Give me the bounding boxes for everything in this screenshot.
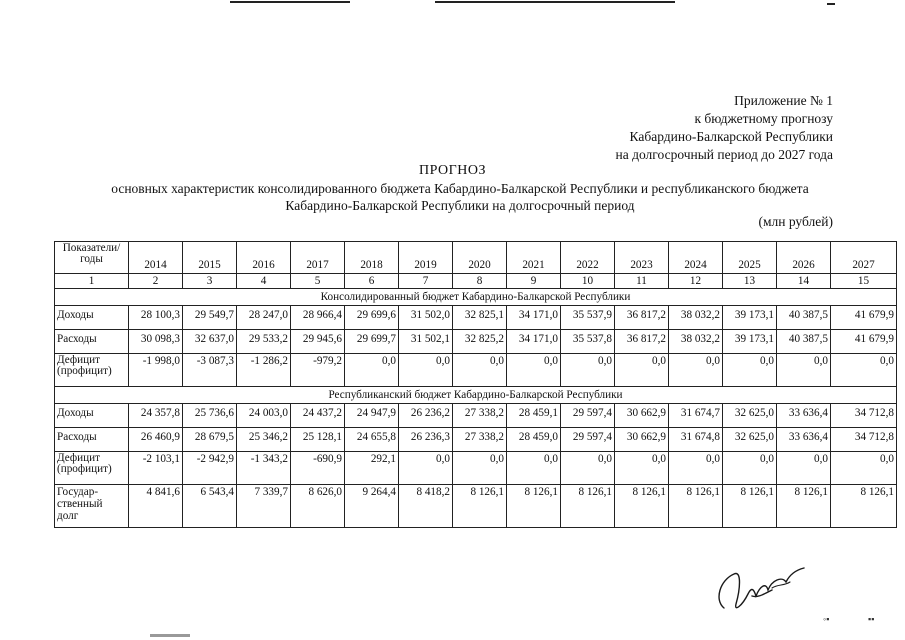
value-cell: 25 736,6 [183,404,237,428]
value-cell: 36 817,2 [615,330,669,354]
appendix-line: Кабардино-Балкарской Республики [629,129,833,144]
value-cell: 8 126,1 [723,485,777,528]
value-cell: 26 236,2 [399,404,453,428]
value-cell: 31 502,0 [399,306,453,330]
appendix-line: Приложение № 1 [734,93,833,108]
row-label: Доходы [55,404,129,428]
appendix-line: к бюджетному прогнозу [694,111,833,126]
value-cell: 38 032,2 [669,306,723,330]
section-header-row [55,289,897,306]
value-cell: -1 998,0 [129,354,183,387]
value-cell: 39 173,1 [723,330,777,354]
year-header: 2018 [345,242,399,274]
value-cell: 6 543,4 [183,485,237,528]
column-number: 3 [183,274,237,289]
column-number: 12 [669,274,723,289]
column-number: 4 [237,274,291,289]
value-cell: 29 533,2 [237,330,291,354]
scan-artifact [435,1,675,3]
value-cell: 0,0 [399,452,453,485]
value-cell: 0,0 [345,354,399,387]
value-cell: 40 387,5 [777,306,831,330]
value-cell: 8 126,1 [777,485,831,528]
column-number: 11 [615,274,669,289]
value-cell: -2 103,1 [129,452,183,485]
column-number: 14 [777,274,831,289]
value-cell: 32 825,2 [453,330,507,354]
scan-artifact [827,3,835,5]
year-header: 2019 [399,242,453,274]
section-header-row [55,387,897,404]
value-cell: 0,0 [561,354,615,387]
value-cell: 29 549,7 [183,306,237,330]
year-header: 2022 [561,242,615,274]
signature-image [712,560,822,620]
value-cell: 8 626,0 [291,485,345,528]
forecast-table [54,241,897,528]
year-header: 2020 [453,242,507,274]
value-cell: 0,0 [669,354,723,387]
value-cell: -1 286,2 [237,354,291,387]
scan-mark: ◦▪ [823,614,830,624]
column-number: 2 [129,274,183,289]
document-subtitle: основных характеристик консолидированного бюджета Кабардино-Балкарской Республики и республиканского бюджета Кабардино-Балкарской Республики на долгосрочный период [111,181,809,213]
value-cell: -2 942,9 [183,452,237,485]
scan-artifact [230,1,350,3]
value-cell: 32 625,0 [723,404,777,428]
column-number: 8 [453,274,507,289]
value-cell: 41 679,9 [831,306,897,330]
value-cell: 4 841,6 [129,485,183,528]
value-cell: 0,0 [831,452,897,485]
column-number: 1 [55,274,129,289]
value-cell: 29 699,7 [345,330,399,354]
value-cell: 24 003,0 [237,404,291,428]
value-cell: 32 637,0 [183,330,237,354]
scan-artifact [150,634,190,637]
value-cell: 25 346,2 [237,428,291,452]
value-cell: 24 357,8 [129,404,183,428]
value-cell: 0,0 [453,354,507,387]
column-number: 5 [291,274,345,289]
column-number: 9 [507,274,561,289]
value-cell: 36 817,2 [615,306,669,330]
column-number: 6 [345,274,399,289]
value-cell: -3 087,3 [183,354,237,387]
value-cell: 0,0 [453,452,507,485]
value-cell: 26 236,3 [399,428,453,452]
value-cell: 34 712,8 [831,428,897,452]
table-header-row [55,242,897,274]
value-cell: 0,0 [723,354,777,387]
value-cell: 0,0 [777,452,831,485]
value-cell: 24 437,2 [291,404,345,428]
value-cell: 30 098,3 [129,330,183,354]
year-header: 2017 [291,242,345,274]
year-header: 2015 [183,242,237,274]
value-cell: 40 387,5 [777,330,831,354]
column-number: 10 [561,274,615,289]
value-cell: 29 597,4 [561,404,615,428]
value-cell: 0,0 [777,354,831,387]
value-cell: 0,0 [723,452,777,485]
value-cell: 32 625,0 [723,428,777,452]
scan-mark: ▪▪ [868,614,875,624]
table-row [55,354,897,387]
value-cell: -979,2 [291,354,345,387]
value-cell: 38 032,2 [669,330,723,354]
row-label: Дефицит (профицит) [55,354,129,387]
value-cell: 35 537,9 [561,306,615,330]
row-label: Дефицит (профицит) [55,452,129,485]
value-cell: 28 247,0 [237,306,291,330]
document-title: ПРОГНОЗ [418,163,486,178]
value-cell: 29 597,4 [561,428,615,452]
value-cell: 0,0 [615,354,669,387]
column-number: 7 [399,274,453,289]
column-number: 13 [723,274,777,289]
value-cell: 28 966,4 [291,306,345,330]
value-cell: 8 418,2 [399,485,453,528]
column-number: 15 [831,274,897,289]
value-cell: 292,1 [345,452,399,485]
value-cell: -1 343,2 [237,452,291,485]
year-header: 2016 [237,242,291,274]
value-cell: 27 338,2 [453,428,507,452]
appendix-line: на долгосрочный период до 2027 года [615,147,833,162]
year-header: 2027 [831,242,897,274]
value-cell: 29 945,6 [291,330,345,354]
value-cell: 8 126,1 [669,485,723,528]
section-title: Республиканский бюджет Кабардино-Балкарской Республики [55,387,897,404]
value-cell: 9 264,4 [345,485,399,528]
value-cell: 0,0 [507,452,561,485]
section-title: Консолидированный бюджет Кабардино-Балкарской Республики [55,289,897,306]
value-cell: -690,9 [291,452,345,485]
row-label: Государ-ственный долг [55,485,129,528]
value-cell: 29 699,6 [345,306,399,330]
value-cell: 32 825,1 [453,306,507,330]
value-cell: 31 674,7 [669,404,723,428]
value-cell: 33 636,4 [777,428,831,452]
row-label: Расходы [55,428,129,452]
appendix-note [533,92,833,164]
table-row [55,452,897,485]
value-cell: 0,0 [831,354,897,387]
value-cell: 30 662,9 [615,404,669,428]
value-cell: 31 502,1 [399,330,453,354]
year-header: 2023 [615,242,669,274]
column-number-row [55,274,897,289]
table-row [55,306,897,330]
value-cell: 0,0 [669,452,723,485]
table-row [55,428,897,452]
value-cell: 8 126,1 [615,485,669,528]
value-cell: 0,0 [399,354,453,387]
value-cell: 34 171,0 [507,306,561,330]
year-header: 2026 [777,242,831,274]
value-cell: 28 459,0 [507,428,561,452]
year-header: 2021 [507,242,561,274]
value-cell: 0,0 [561,452,615,485]
value-cell: 0,0 [507,354,561,387]
year-header: 2014 [129,242,183,274]
value-cell: 31 674,8 [669,428,723,452]
table-row [55,485,897,528]
row-label: Расходы [55,330,129,354]
value-cell: 30 662,9 [615,428,669,452]
value-cell: 8 126,1 [453,485,507,528]
value-cell: 0,0 [615,452,669,485]
value-cell: 8 126,1 [831,485,897,528]
value-cell: 34 712,8 [831,404,897,428]
value-cell: 34 171,0 [507,330,561,354]
value-cell: 39 173,1 [723,306,777,330]
value-cell: 35 537,8 [561,330,615,354]
value-cell: 28 459,1 [507,404,561,428]
value-cell: 28 679,5 [183,428,237,452]
year-header: 2025 [723,242,777,274]
table-row [55,330,897,354]
value-cell: 8 126,1 [561,485,615,528]
table-row [55,404,897,428]
value-cell: 24 947,9 [345,404,399,428]
row-label: Доходы [55,306,129,330]
value-cell: 41 679,9 [831,330,897,354]
value-cell: 27 338,2 [453,404,507,428]
value-cell: 26 460,9 [129,428,183,452]
value-cell: 28 100,3 [129,306,183,330]
value-cell: 24 655,8 [345,428,399,452]
value-cell: 8 126,1 [507,485,561,528]
value-cell: 33 636,4 [777,404,831,428]
year-header: 2024 [669,242,723,274]
value-cell: 25 128,1 [291,428,345,452]
value-cell: 7 339,7 [237,485,291,528]
header-label: Показатели/ годы [55,242,129,274]
units-note: (млн рублей) [758,214,833,229]
